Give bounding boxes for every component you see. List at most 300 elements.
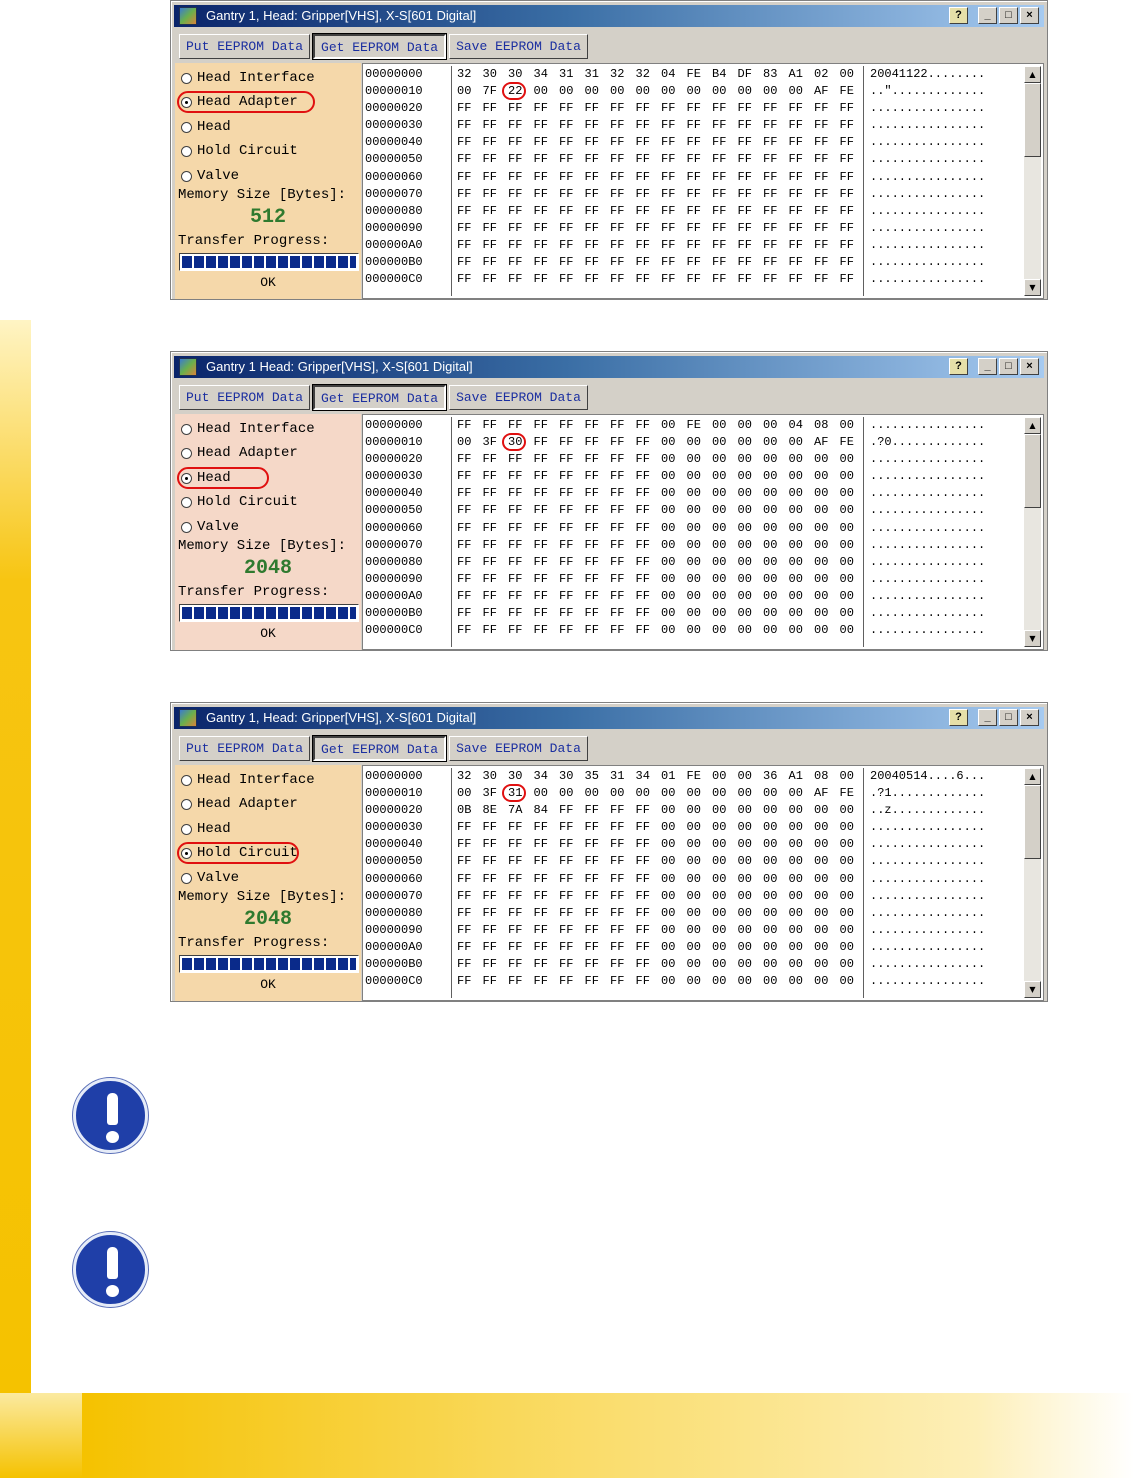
hex-byte: FF [457,571,472,586]
hex-byte: 00 [457,786,472,801]
hex-byte: FF [482,922,497,937]
hex-byte: 00 [661,418,676,432]
hex-byte: FF [788,101,803,116]
hex-byte: 00 [712,84,727,99]
hex-byte: FF [610,220,625,235]
hex-byte: FF [737,135,752,150]
hex-byte: FF [559,957,574,972]
hex-byte: FF [457,520,472,535]
hex-byte: 00 [839,520,854,535]
hex-byte: FF [584,588,599,603]
hex-byte: 00 [712,554,727,569]
hex-byte: 00 [839,588,854,603]
hex-byte: 00 [712,888,727,903]
hex-byte: AF [814,84,829,99]
close-icon[interactable]: × [1020,7,1039,24]
hex-byte: FF [457,974,472,989]
hex-byte: 31 [559,67,574,81]
hex-byte: FF [508,974,523,989]
hex-byte: FF [661,203,676,218]
hex-byte: FF [508,203,523,218]
hex-byte: 00 [788,520,803,535]
hex-byte: FF [686,152,701,167]
close-icon[interactable]: × [1020,358,1039,375]
hex-byte: FF [610,571,625,586]
hex-byte: B4 [712,67,727,81]
hex-byte: 00 [839,820,854,835]
hex-byte: FF [584,272,599,287]
hex-byte: FF [457,623,472,638]
scroll-thumb[interactable] [1024,434,1041,508]
hex-byte: FF [533,237,548,252]
ascii-row: ................ [870,520,986,535]
help-icon[interactable]: ? [949,7,968,24]
hex-byte: FF [533,469,548,484]
radio-button-icon[interactable] [181,424,192,435]
hex-byte: FF [482,186,497,201]
hex-byte: FF [610,452,625,467]
hex-byte: 00 [814,905,829,920]
close-icon[interactable]: × [1020,709,1039,726]
hex-byte: FF [559,974,574,989]
get-eeprom-button[interactable]: Get EEPROM Data [313,736,446,761]
hex-byte: 83 [763,67,778,81]
scroll-up-icon[interactable]: ▲ [1024,66,1041,83]
hex-byte: FF [610,974,625,989]
ascii-row: ................ [870,905,986,920]
hex-byte: FF [559,820,574,835]
scroll-down-icon[interactable]: ▼ [1024,981,1041,998]
hex-byte: 00 [712,606,727,621]
radio-label: Valve [197,168,240,184]
hex-byte: 8E [482,803,497,818]
hex-byte: 00 [686,957,701,972]
hex-byte: FF [559,922,574,937]
hex-byte: 00 [788,939,803,954]
hex-row [457,169,859,186]
hex-byte: FF [508,854,523,869]
hex-byte: 00 [737,922,752,937]
hex-viewer[interactable] [362,63,1044,299]
hex-byte: FF [584,255,599,270]
hex-byte: 00 [737,854,752,869]
hex-byte: FF [635,922,650,937]
hex-byte: 00 [661,606,676,621]
hex-byte: 34 [533,67,548,81]
hex-byte: FF [457,272,472,287]
hex-byte: FF [482,957,497,972]
hex-byte: 00 [839,957,854,972]
hex-bytes-column [451,768,859,998]
decorative-bottom-band [82,1393,1134,1478]
address-cell: 00000080 [365,203,423,218]
hex-row [457,237,859,254]
hex-byte: FF [508,939,523,954]
hex-byte: FF [839,169,854,184]
radio-head-interface[interactable] [181,67,315,89]
hex-byte: FF [737,101,752,116]
eeprom-window [170,0,1048,300]
title-bar[interactable] [174,356,1044,378]
hex-byte: FF [635,220,650,235]
radio-head-adapter[interactable] [181,442,298,464]
hex-byte: 00 [737,503,752,518]
ascii-row: ................ [870,272,986,287]
hex-byte: FF [610,418,625,432]
hex-row [457,905,859,922]
hex-byte: FF [839,220,854,235]
hex-byte: FF [508,606,523,621]
hex-byte: FF [508,486,523,501]
hex-byte: FF [661,135,676,150]
hex-byte: FF [610,854,625,869]
hex-byte: 00 [712,469,727,484]
hex-byte: 00 [839,905,854,920]
hex-byte: FF [559,554,574,569]
radio-head-interface[interactable] [181,418,315,440]
help-icon[interactable]: ? [949,358,968,375]
hex-row [457,888,859,905]
hex-byte: 00 [788,486,803,501]
hex-byte: 00 [814,606,829,621]
hex-byte: FF [457,888,472,903]
hex-byte: FF [508,272,523,287]
hex-row [457,588,859,605]
hex-byte: 00 [712,486,727,501]
hex-byte: 00 [788,888,803,903]
put-eeprom-button[interactable]: Put EEPROM Data [179,34,310,59]
vertical-scrollbar[interactable] [1024,768,1041,998]
hex-byte: FF [482,871,497,886]
address-cell: 00000010 [365,84,423,99]
hex-byte: FF [737,255,752,270]
hex-byte: FF [610,503,625,518]
hex-byte: FF [559,503,574,518]
hex-byte: FF [457,220,472,235]
hex-byte: FF [712,220,727,235]
hex-byte: FF [635,571,650,586]
hex-bytes-column [451,66,859,296]
hex-row [457,117,859,134]
hex-byte: 00 [737,418,752,432]
hex-byte: 00 [661,837,676,852]
app-icon[interactable] [179,709,197,727]
radio-valve[interactable] [181,165,239,187]
hex-row [457,220,859,237]
minimize-icon[interactable]: _ [978,358,997,375]
hex-byte: FF [610,520,625,535]
save-eeprom-button[interactable]: Save EEPROM Data [449,385,588,410]
hex-byte: FF [508,623,523,638]
scroll-down-icon[interactable]: ▼ [1024,279,1041,296]
radio-valve[interactable] [181,867,239,889]
address-cell: 000000A0 [365,588,423,603]
hex-byte: 00 [788,803,803,818]
hex-byte: FF [508,520,523,535]
radio-button-icon[interactable] [181,799,192,810]
hex-byte: FE [686,769,701,783]
hex-byte: FF [635,169,650,184]
hex-byte: 00 [788,84,803,99]
hex-byte: 00 [737,786,752,801]
ascii-row: ................ [870,469,986,484]
selection-highlight-ring [177,91,315,113]
hex-byte: 00 [635,84,650,99]
scroll-thumb[interactable] [1024,83,1041,157]
title-bar[interactable] [174,707,1044,729]
hex-byte: FF [712,255,727,270]
ascii-row: ................ [870,606,986,621]
hex-byte: 00 [686,803,701,818]
hex-byte: FF [457,452,472,467]
highlighted-byte-ring [502,784,526,802]
scroll-up-icon[interactable]: ▲ [1024,417,1041,434]
hex-byte: FF [584,922,599,937]
hex-byte: 00 [737,974,752,989]
vertical-scrollbar[interactable] [1024,417,1041,647]
hex-byte: FF [788,203,803,218]
hex-byte: 00 [457,435,472,450]
hex-byte: FF [686,272,701,287]
radio-button-icon[interactable] [181,122,192,133]
hex-byte: FF [482,571,497,586]
hex-byte: 00 [712,974,727,989]
put-eeprom-button[interactable]: Put EEPROM Data [179,736,310,761]
hex-byte: FF [508,554,523,569]
hex-byte: FF [686,203,701,218]
get-eeprom-button[interactable]: Get EEPROM Data [313,34,446,59]
hex-byte: 00 [788,922,803,937]
radio-label: Hold Circuit [197,845,298,861]
address-cell: 00000000 [365,67,423,81]
hex-byte: FF [559,571,574,586]
hex-viewer[interactable] [362,765,1044,1001]
hex-byte: FF [559,837,574,852]
maximize-icon[interactable]: □ [999,358,1018,375]
hex-byte: 00 [814,623,829,638]
hex-byte: FF [661,237,676,252]
hex-byte: 00 [839,537,854,552]
hex-byte: FF [839,272,854,287]
hex-byte: FF [457,922,472,937]
memory-size-value: 2048 [243,557,292,580]
hex-byte: 00 [737,452,752,467]
hex-byte: FF [635,820,650,835]
hex-byte: 00 [737,820,752,835]
hex-byte: FF [610,905,625,920]
radio-button-icon[interactable] [181,824,192,835]
radio-button-icon[interactable] [181,775,192,786]
hex-byte: FF [763,272,778,287]
hex-byte: 00 [686,84,701,99]
address-column [365,768,445,990]
hex-byte: FF [457,135,472,150]
hex-byte: 00 [686,571,701,586]
transfer-progress-label: Transfer Progress: [178,935,330,951]
hex-byte: FF [508,152,523,167]
hex-byte: FF [559,888,574,903]
vertical-scrollbar[interactable] [1024,66,1041,296]
hex-byte: FF [635,520,650,535]
hex-byte: FF [712,101,727,116]
ascii-row: .?1............. [870,786,986,801]
hex-byte: 00 [814,922,829,937]
minimize-icon[interactable]: _ [978,709,997,726]
hex-byte: 00 [814,974,829,989]
hex-byte: FF [635,537,650,552]
save-eeprom-button[interactable]: Save EEPROM Data [449,34,588,59]
hex-byte: FF [635,588,650,603]
hex-byte: FF [814,272,829,287]
hex-byte: FF [533,186,548,201]
hex-byte: FF [661,186,676,201]
hex-byte: 00 [814,486,829,501]
hex-byte: FF [508,871,523,886]
help-icon[interactable]: ? [949,709,968,726]
hex-byte: FE [686,418,701,432]
address-column [365,66,445,288]
hex-byte: 00 [814,820,829,835]
address-cell: 00000050 [365,152,423,167]
radio-head-adapter[interactable] [181,793,298,815]
radio-head-interface[interactable] [181,769,315,791]
hex-byte: 00 [661,486,676,501]
hex-byte: FF [559,588,574,603]
radio-head[interactable] [181,818,231,840]
hex-byte: FF [533,974,548,989]
hex-byte: FF [737,118,752,133]
radio-button-icon[interactable] [181,873,192,884]
hex-byte: FF [686,101,701,116]
hex-byte: 36 [763,769,778,783]
radio-label: Head Interface [197,70,315,86]
radio-button-icon[interactable] [181,497,192,508]
hex-row [457,520,859,537]
hex-byte: 00 [661,554,676,569]
scroll-down-icon[interactable]: ▼ [1024,630,1041,647]
minimize-icon[interactable]: _ [978,7,997,24]
hex-byte: 04 [788,418,803,432]
hex-byte: 00 [763,554,778,569]
hex-byte: 00 [763,606,778,621]
hex-byte: 00 [814,854,829,869]
hex-byte: FF [610,554,625,569]
hex-byte: 00 [661,905,676,920]
transfer-progress-bar [179,253,359,271]
toolbar [179,736,591,761]
hex-byte: A1 [788,67,803,81]
hex-byte: FF [635,871,650,886]
hex-byte: FF [559,255,574,270]
highlighted-byte-ring [502,433,526,451]
ascii-row: ................ [870,888,986,903]
hex-byte: FF [559,435,574,450]
memory-size-value: 512 [249,206,286,229]
hex-byte: 00 [814,871,829,886]
hex-byte: 00 [661,537,676,552]
app-icon[interactable] [179,7,197,25]
hex-byte: 00 [661,786,676,801]
hex-byte: FF [661,255,676,270]
save-eeprom-button[interactable]: Save EEPROM Data [449,736,588,761]
hex-byte: FF [610,255,625,270]
hex-byte: 00 [712,418,727,432]
get-eeprom-button[interactable]: Get EEPROM Data [313,385,446,410]
hex-byte: FF [508,418,523,432]
hex-byte: FF [533,169,548,184]
maximize-icon[interactable]: □ [999,7,1018,24]
hex-byte: FF [533,203,548,218]
hex-byte: DF [737,67,752,81]
hex-byte: FF [482,486,497,501]
hex-byte: 00 [788,606,803,621]
ascii-row: ................ [870,152,986,167]
title-bar[interactable] [174,5,1044,27]
radio-head[interactable] [181,116,231,138]
hex-viewer[interactable] [362,414,1044,650]
hex-byte: 00 [814,520,829,535]
hex-row [457,622,859,639]
hex-byte: 31 [508,786,523,801]
hex-row [457,768,859,785]
hex-byte: FE [839,435,854,450]
radio-button-icon[interactable] [181,73,192,84]
hex-byte: 00 [788,503,803,518]
hex-byte: FF [533,571,548,586]
scroll-up-icon[interactable]: ▲ [1024,768,1041,785]
app-icon[interactable] [179,358,197,376]
hex-byte: FF [584,606,599,621]
hex-byte: 00 [661,871,676,886]
hex-byte: FF [584,854,599,869]
radio-button-icon[interactable] [181,146,192,157]
hex-byte: 00 [763,888,778,903]
hex-byte: FF [635,418,650,432]
radio-hold-circuit[interactable] [181,491,298,513]
hex-byte: FF [508,469,523,484]
hex-byte: 00 [712,588,727,603]
put-eeprom-button[interactable]: Put EEPROM Data [179,385,310,410]
radio-label: Valve [197,519,240,535]
hex-row [457,939,859,956]
hex-byte: FF [635,623,650,638]
hex-byte: FF [457,255,472,270]
address-cell: 00000030 [365,820,423,835]
hex-byte: 01 [661,769,676,783]
radio-button-icon[interactable] [181,171,192,182]
ascii-row: 20041122........ [870,67,986,81]
hex-byte: FF [533,905,548,920]
hex-byte: FF [610,871,625,886]
scroll-thumb[interactable] [1024,785,1041,859]
hex-byte: 31 [584,67,599,81]
hex-byte: 00 [737,623,752,638]
hex-byte: FF [584,554,599,569]
hex-byte: 00 [839,623,854,638]
radio-button-icon[interactable] [181,448,192,459]
hex-byte: 00 [661,469,676,484]
maximize-icon[interactable]: □ [999,709,1018,726]
hex-byte: FF [533,255,548,270]
radio-hold-circuit[interactable] [181,140,298,162]
hex-byte: FF [533,588,548,603]
ascii-row: ................ [870,237,986,252]
hex-byte: 00 [712,854,727,869]
radio-valve[interactable] [181,516,239,538]
ascii-row: ................ [870,820,986,835]
radio-button-icon[interactable] [181,522,192,533]
hex-byte: AF [814,786,829,801]
